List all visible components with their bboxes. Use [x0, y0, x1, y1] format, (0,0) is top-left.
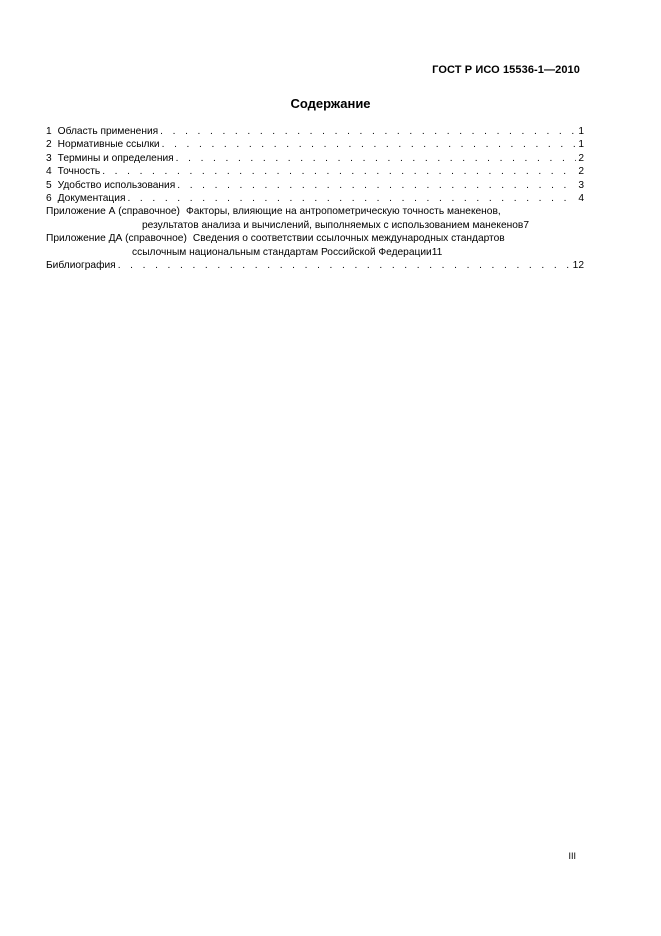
toc-entry[interactable]	[46, 179, 584, 192]
toc-entry-page: 1	[578, 126, 584, 137]
toc-entry-title: Нормативные ссылки	[57, 139, 160, 151]
bibliography-title: Библиография	[46, 260, 116, 272]
document-header: ГОСТ Р ИСО 15536-1—2010	[432, 64, 580, 76]
toc-entry[interactable]	[46, 192, 584, 205]
annex-page: 7	[523, 219, 530, 231]
toc-entry[interactable]	[46, 152, 584, 165]
annex-page: 11	[431, 246, 443, 258]
toc-entry-title: Термины и определения	[57, 152, 174, 164]
annex-title-line2: результатов анализа и вычислений, выполняемых с использованием манекенов	[142, 219, 524, 231]
toc-entry-page: 2	[578, 152, 584, 164]
toc-entry-title: Удобство использования	[57, 179, 176, 191]
dot-leader	[127, 192, 576, 205]
dot-leader	[177, 179, 576, 192]
toc-entry-number: 2	[46, 139, 52, 151]
toc-annex-da[interactable]	[46, 232, 584, 259]
annex-label: Приложение ДА (справочное)	[46, 233, 187, 245]
toc-entry-page: 1	[578, 139, 584, 151]
toc-title: Содержание	[290, 96, 371, 111]
toc-entry-page: 4	[578, 193, 584, 205]
annex-label: Приложение А (справочное)	[46, 206, 180, 218]
annex-title-line1: Факторы, влияющие на антропометрическую точность манекенов,	[185, 206, 501, 218]
toc-entry-number: 4	[46, 166, 52, 178]
toc-entry-page: 2	[578, 166, 584, 178]
toc-entry-title: Точность	[57, 166, 101, 178]
toc-entry[interactable]	[46, 165, 584, 178]
toc-entry-number: 6	[46, 193, 52, 205]
toc-bibliography[interactable]	[46, 259, 584, 272]
toc-entry-number: 1	[46, 126, 52, 137]
toc-annex-a[interactable]	[46, 205, 584, 232]
toc-entry-page: 3	[578, 179, 584, 191]
dot-leader	[102, 165, 576, 178]
toc-entry-title: Документация	[57, 193, 126, 205]
toc-entry[interactable]	[46, 138, 584, 151]
toc-entry-title: Область применения	[57, 126, 159, 137]
annex-title-line1: Сведения о соответствии ссылочных международных стандартов	[192, 233, 505, 245]
dot-leader	[160, 125, 576, 138]
bibliography-page: 12	[572, 260, 584, 272]
toc-entry[interactable]	[46, 125, 584, 138]
toc-entry-number: 5	[46, 179, 52, 191]
page-number: III	[568, 851, 576, 861]
table-of-contents	[46, 125, 584, 272]
dot-leader	[176, 152, 577, 165]
toc-entry-number: 3	[46, 152, 52, 164]
dot-leader	[118, 259, 571, 272]
annex-title-line2: ссылочным национальным стандартам Российской Федерации	[132, 246, 432, 258]
dot-leader	[162, 138, 577, 151]
